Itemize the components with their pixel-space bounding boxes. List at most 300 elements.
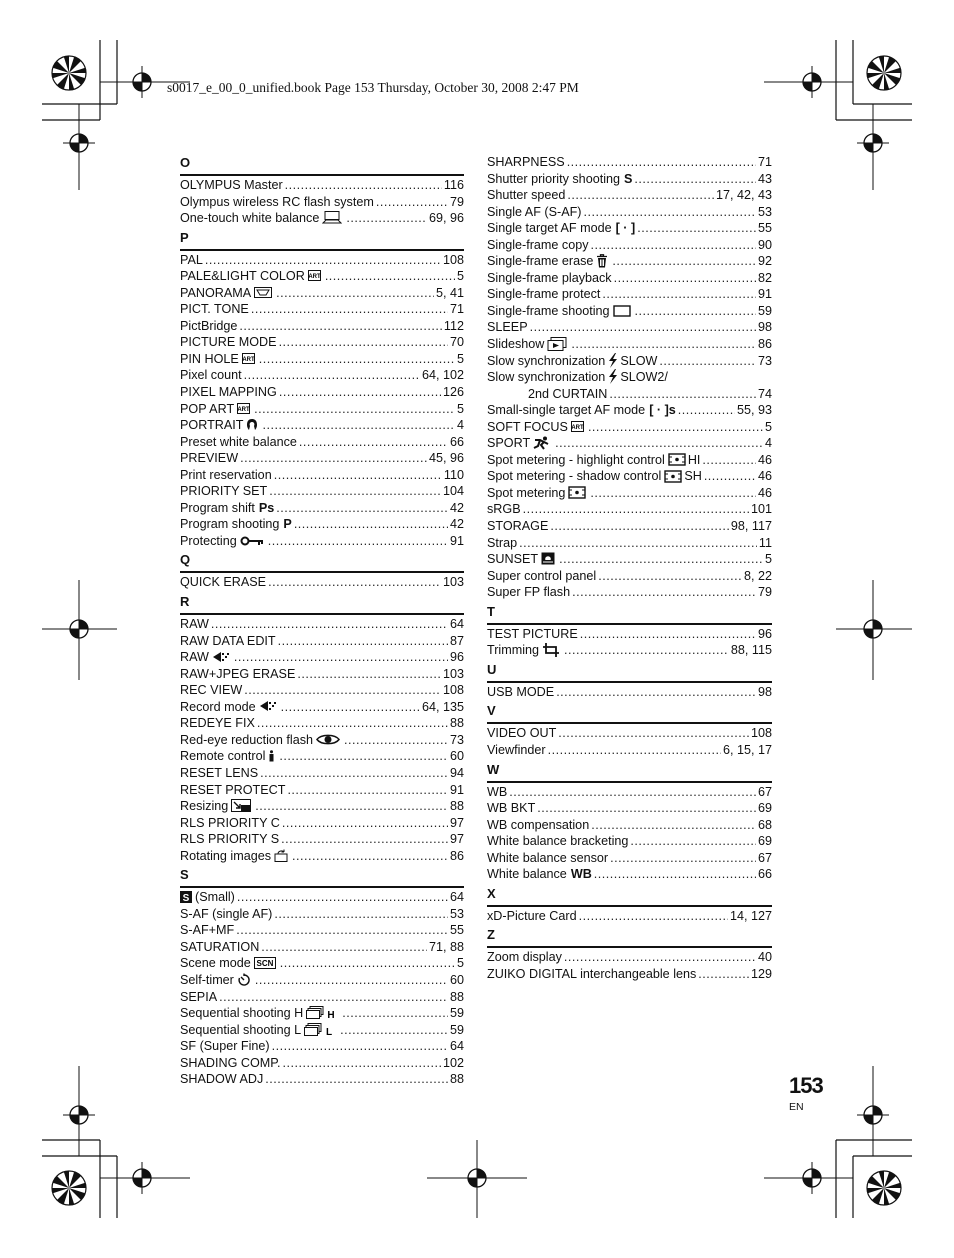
entry-page: 60 — [449, 749, 464, 764]
entry-page: 104 — [442, 484, 464, 499]
entry-label — [487, 187, 565, 204]
entry-label — [180, 516, 292, 533]
entry-text: Rotating images — [180, 848, 272, 863]
entry-text: 2nd CURTAIN — [528, 386, 608, 401]
entry-page: 91 — [449, 533, 464, 548]
entry-page: 5 — [456, 401, 464, 416]
entry-label — [487, 369, 668, 386]
index-entry — [487, 725, 772, 742]
leader-dots — [610, 850, 756, 867]
entry-label — [180, 1038, 270, 1055]
leader-dots — [659, 353, 756, 370]
entry-page: 55 — [449, 923, 464, 938]
svg-text:ART: ART — [242, 357, 255, 364]
entry-text: Single-frame protect — [487, 287, 601, 302]
entry-label — [180, 417, 260, 434]
leader-dots — [580, 626, 756, 643]
entry-text: RESET PROTECT — [180, 782, 286, 797]
leader-dots — [211, 616, 448, 633]
entry-label — [487, 742, 546, 759]
entry-label — [180, 699, 279, 716]
entry-label — [180, 922, 234, 939]
leader-dots — [609, 386, 756, 403]
index-entry — [180, 972, 464, 989]
entry-text: POP ART — [180, 401, 235, 416]
entry-text: RAW+JPEG ERASE — [180, 666, 296, 681]
entry-page: 64, 135 — [421, 699, 464, 714]
index-entry — [180, 318, 464, 335]
entry-text: Spot metering - shadow control — [487, 469, 662, 484]
index-entry — [487, 784, 772, 801]
entry-symbol: [ · ] — [615, 221, 636, 236]
entry-text: Record mode — [180, 699, 256, 714]
entry-suffix: SH — [684, 469, 702, 484]
entry-label — [180, 715, 255, 732]
index-entry — [180, 285, 464, 302]
entry-page: 97 — [449, 832, 464, 847]
entry-label — [180, 1005, 340, 1022]
entry-page: 92 — [757, 254, 772, 269]
entry-text: Single-frame shooting — [487, 303, 610, 318]
entry-label — [180, 434, 297, 451]
entry-text: RAW — [180, 617, 209, 632]
index-section — [487, 885, 772, 927]
leader-dots — [564, 642, 729, 659]
entry-text: SLEEP — [487, 320, 528, 335]
index-entry — [487, 237, 772, 254]
leader-dots — [550, 518, 729, 535]
entry-label — [180, 939, 259, 956]
index-entry — [180, 467, 464, 484]
leader-dots — [591, 817, 756, 834]
leader-dots — [346, 210, 427, 227]
entry-page: 88 — [449, 989, 464, 1004]
entry-page: 69, 96 — [428, 211, 464, 226]
key-icon — [240, 536, 264, 546]
entry-page: 59 — [449, 1022, 464, 1037]
index-entry — [487, 642, 772, 659]
entry-label — [487, 584, 570, 601]
index-entry — [487, 369, 772, 386]
entry-text: USB MODE — [487, 684, 555, 699]
leader-dots — [325, 268, 455, 285]
entry-text: WB BKT — [487, 801, 536, 816]
index-entry — [487, 485, 772, 502]
leader-dots — [630, 833, 756, 850]
entry-label — [180, 906, 272, 923]
index-entry — [180, 939, 464, 956]
sport-icon — [533, 436, 551, 450]
entry-text: TEST PICTURE — [487, 626, 578, 641]
entry-label — [487, 237, 589, 254]
entry-text: PALE&LIGHT COLOR — [180, 269, 305, 284]
index-entry — [487, 220, 772, 237]
panorama-icon — [254, 287, 272, 298]
index-section — [487, 926, 772, 984]
index-entry — [180, 434, 464, 451]
leader-dots — [255, 972, 448, 989]
entry-text: WB — [487, 784, 508, 799]
entry-label — [180, 367, 242, 384]
index-entry — [180, 500, 464, 517]
entry-label — [180, 748, 277, 765]
entry-page: 53 — [449, 906, 464, 921]
index-entry — [487, 535, 772, 552]
leader-dots — [292, 848, 448, 865]
leader-dots — [262, 417, 455, 434]
entry-label — [180, 500, 274, 517]
index-entry — [487, 568, 772, 585]
entry-suffix: SLOW — [620, 353, 658, 368]
index-entry — [180, 922, 464, 939]
entry-text: SHADOW ADJ — [180, 1072, 264, 1087]
leader-dots — [274, 467, 442, 484]
index-entry — [180, 252, 464, 269]
leader-dots — [257, 715, 448, 732]
leader-dots — [594, 866, 756, 883]
index-entry — [180, 906, 464, 923]
entry-text: One-touch white balance — [180, 211, 320, 226]
entry-label — [180, 616, 209, 633]
leader-dots — [244, 682, 441, 699]
leader-dots — [282, 815, 448, 832]
entry-page: 64, 102 — [421, 368, 464, 383]
index-entry — [180, 1055, 464, 1072]
entry-label — [487, 485, 588, 502]
entry-text: Sequential shooting H — [180, 1006, 304, 1021]
entry-page: 94 — [449, 765, 464, 780]
index-entry — [487, 187, 772, 204]
flash-icon — [608, 353, 618, 368]
entry-label — [180, 351, 257, 368]
section-letter: U — [487, 661, 772, 678]
index-entry — [180, 732, 464, 749]
svg-text:SCN: SCN — [256, 959, 274, 969]
entry-text: xD-Picture Card — [487, 908, 577, 923]
entry-page: 14, 127 — [729, 908, 772, 923]
leader-dots — [698, 966, 749, 983]
entry-page: 71 — [449, 302, 464, 317]
entry-page: 17, 42, 43 — [715, 188, 772, 203]
art-icon — [308, 270, 321, 281]
art-icon — [237, 403, 250, 414]
leader-dots — [614, 270, 756, 287]
entry-label — [180, 666, 295, 683]
entry-label — [180, 765, 258, 782]
entry-page: 98, 117 — [730, 519, 772, 534]
self-timer-icon — [237, 973, 251, 987]
entry-page: 5 — [764, 419, 772, 434]
index-entry — [487, 908, 772, 925]
index-section — [487, 661, 772, 703]
entry-label — [487, 518, 548, 535]
entry-page: 71, 88 — [428, 939, 464, 954]
entry-page: 8, 22 — [743, 568, 772, 583]
entry-label — [180, 989, 217, 1006]
leader-dots — [588, 419, 763, 436]
entry-page: 97 — [449, 815, 464, 830]
leader-dots — [219, 989, 448, 1006]
svg-text:ART: ART — [308, 274, 321, 281]
entry-text: SHARPNESS — [487, 155, 565, 169]
entry-label — [487, 402, 676, 419]
leader-dots — [376, 194, 448, 211]
entry-label — [180, 831, 279, 848]
entry-text: White balance — [487, 867, 567, 882]
entry-text: Self-timer — [180, 972, 234, 987]
entry-label — [180, 955, 278, 972]
entry-text: REDEYE FIX — [180, 716, 255, 731]
entry-page: 43 — [757, 171, 772, 186]
entry-page: 87 — [449, 633, 464, 648]
leader-dots — [279, 334, 448, 351]
index-entry — [487, 435, 772, 452]
index-entry — [487, 468, 772, 485]
entry-label — [487, 568, 596, 585]
one-touch-wb-icon — [322, 211, 342, 224]
entry-page: 5 — [456, 269, 464, 284]
entry-label — [487, 626, 578, 643]
leader-dots — [572, 584, 756, 601]
entry-page: 4 — [764, 436, 772, 451]
section-letter: Q — [180, 551, 464, 568]
index-entry — [180, 367, 464, 384]
entry-page: 98 — [757, 320, 772, 335]
resize-icon — [231, 799, 251, 812]
entry-text: SOFT FOCUS — [487, 419, 568, 434]
leader-dots — [287, 782, 448, 799]
leader-dots — [268, 533, 448, 550]
entry-text: Small-single target AF mode — [487, 403, 646, 418]
entry-page: 69 — [757, 834, 772, 849]
entry-page: 88, 115 — [730, 643, 772, 658]
entry-text: Super control panel — [487, 568, 597, 583]
entry-label — [487, 684, 554, 701]
entry-page: 67 — [757, 850, 772, 865]
entry-text: White balance sensor — [487, 850, 609, 865]
index-entry — [487, 966, 772, 983]
leader-dots — [280, 955, 455, 972]
leader-dots — [558, 725, 749, 742]
entry-suffix: SLOW2/ — [620, 370, 668, 385]
leader-dots — [555, 435, 763, 452]
index-entry — [487, 419, 772, 436]
entry-label — [487, 949, 562, 966]
entry-label — [487, 286, 600, 303]
leader-dots — [205, 252, 441, 269]
entry-label — [180, 815, 280, 832]
entry-page: 40 — [757, 950, 772, 965]
entry-label — [487, 204, 581, 221]
entry-text: REC VIEW — [180, 683, 243, 698]
section-letter: O — [180, 154, 464, 171]
entry-page: 6, 15, 17 — [722, 742, 772, 757]
leader-dots — [260, 765, 448, 782]
section-letter: W — [487, 761, 772, 778]
index-entry — [487, 817, 772, 834]
entry-label — [180, 210, 344, 227]
leader-dots — [509, 784, 756, 801]
index-entry — [487, 154, 772, 171]
index-column-right — [487, 154, 772, 984]
entry-page: 59 — [757, 303, 772, 318]
entry-label — [180, 285, 274, 302]
entry-page: 102 — [442, 1055, 464, 1070]
index-entry — [180, 194, 464, 211]
index-entry — [487, 402, 772, 419]
entry-text: STORAGE — [487, 519, 549, 534]
index-entry — [180, 1071, 464, 1088]
leader-dots — [342, 1005, 448, 1022]
entry-text: PREVIEW — [180, 451, 239, 466]
index-entry — [180, 177, 464, 194]
entry-page: 129 — [750, 966, 772, 981]
entry-page: 46 — [757, 485, 772, 500]
entry-text: Red-eye reduction flash — [180, 732, 314, 747]
entry-page: 60 — [449, 972, 464, 987]
entry-label — [180, 1022, 338, 1039]
entry-symbol: Ps — [258, 500, 275, 515]
entry-page: 66 — [757, 867, 772, 882]
entry-text: Shutter priority shooting — [487, 171, 621, 186]
entry-text: PIN HOLE — [180, 351, 239, 366]
entry-label — [180, 1071, 263, 1088]
entry-text: SF (Super Fine) — [180, 1039, 270, 1054]
leader-dots — [255, 798, 448, 815]
entry-label — [487, 833, 628, 850]
entry-text: PANORAMA — [180, 285, 252, 300]
entry-page: 5 — [764, 552, 772, 567]
entry-page: 64 — [449, 1039, 464, 1054]
entry-text: White balance bracketing — [487, 834, 629, 849]
entry-page: 11 — [758, 535, 772, 550]
entry-text: PICTURE MODE — [180, 335, 277, 350]
entry-page: 126 — [442, 385, 464, 400]
entry-page: 74 — [757, 386, 772, 401]
entry-label — [180, 1055, 281, 1072]
sequential-l-icon — [304, 1023, 336, 1036]
entry-page: 5, 41 — [435, 285, 464, 300]
entry-label — [487, 253, 610, 270]
single-frame-icon — [613, 305, 631, 317]
entry-label — [487, 642, 562, 659]
leader-dots — [265, 1071, 448, 1088]
entry-text: S-AF (single AF) — [180, 906, 273, 921]
index-section — [487, 761, 772, 885]
entry-label — [487, 171, 632, 188]
leader-dots — [272, 1038, 448, 1055]
entry-page: 110 — [443, 467, 464, 482]
entry-text: Single-frame erase — [487, 254, 594, 269]
leader-dots — [602, 286, 756, 303]
entry-label — [487, 319, 528, 336]
entry-label — [180, 574, 266, 591]
leader-dots — [567, 154, 756, 171]
index-entry — [180, 748, 464, 765]
entry-page: 64 — [449, 617, 464, 632]
small-s-icon — [180, 891, 192, 903]
index-entry — [487, 386, 772, 403]
entry-label — [180, 177, 283, 194]
index-entry — [487, 518, 772, 535]
entry-text: Strap — [487, 535, 518, 550]
entry-text: (Small) — [195, 890, 235, 905]
index-entry — [180, 483, 464, 500]
entry-page: 73 — [757, 353, 772, 368]
trash-icon — [596, 254, 608, 268]
leader-dots — [678, 402, 735, 419]
entry-symbol: S — [624, 171, 633, 186]
index-entry — [487, 684, 772, 701]
index-entry — [180, 815, 464, 832]
index-entry — [180, 765, 464, 782]
entry-page: 96 — [757, 626, 772, 641]
entry-label — [487, 336, 569, 353]
entry-page: 82 — [757, 270, 772, 285]
section-letter: P — [180, 229, 464, 246]
leader-dots — [567, 187, 714, 204]
leader-dots — [285, 177, 442, 194]
entry-page: 69 — [757, 801, 772, 816]
index-entry — [180, 889, 464, 906]
index-entry — [487, 866, 772, 883]
leader-dots — [283, 1055, 441, 1072]
index-entry — [487, 501, 772, 518]
leader-dots — [571, 336, 756, 353]
entry-text: Single target AF mode — [487, 221, 612, 236]
entry-text: Pixel count — [180, 368, 242, 383]
entry-label — [487, 725, 556, 742]
entry-text: Slow synchronization — [487, 370, 606, 385]
leader-dots — [591, 237, 756, 254]
index-column-left — [180, 154, 464, 1090]
index-entry — [487, 270, 772, 287]
spot-metering-icon — [664, 470, 682, 483]
entry-text: Sequential shooting L — [180, 1022, 302, 1037]
entry-page: 5 — [456, 351, 464, 366]
entry-page: 68 — [757, 817, 772, 832]
leader-dots — [637, 220, 756, 237]
page-number: 153 — [789, 1073, 823, 1098]
entry-page: 45, 96 — [428, 451, 464, 466]
leader-dots — [261, 939, 427, 956]
entry-text: QUICK ERASE — [180, 575, 267, 590]
art-icon — [571, 421, 584, 432]
entry-text: Single AF (S-AF) — [487, 204, 582, 219]
leader-dots — [279, 384, 441, 401]
index-entry — [487, 833, 772, 850]
index-entry — [180, 516, 464, 533]
entry-page: 46 — [757, 469, 772, 484]
sunset-icon — [541, 552, 555, 565]
entry-page: 101 — [750, 502, 772, 517]
section-letter: X — [487, 885, 772, 902]
entry-label — [487, 353, 657, 370]
leader-dots — [583, 204, 756, 221]
index-entry — [180, 334, 464, 351]
entry-page: 88 — [449, 716, 464, 731]
entry-text: WB compensation — [487, 817, 590, 832]
entry-text: Spot metering - highlight control — [487, 452, 665, 467]
print-header: s0017_e_00_0_unified.book Page 153 Thursday, October 30, 2008 2:47 PM — [167, 80, 579, 95]
entry-page: 91 — [449, 782, 464, 797]
index-entry — [180, 955, 464, 972]
index-entry — [180, 210, 464, 227]
svg-text:ART: ART — [237, 406, 250, 413]
entry-label — [487, 908, 577, 925]
entry-page: 5 — [456, 956, 464, 971]
entry-text: SATURATION — [180, 939, 260, 954]
